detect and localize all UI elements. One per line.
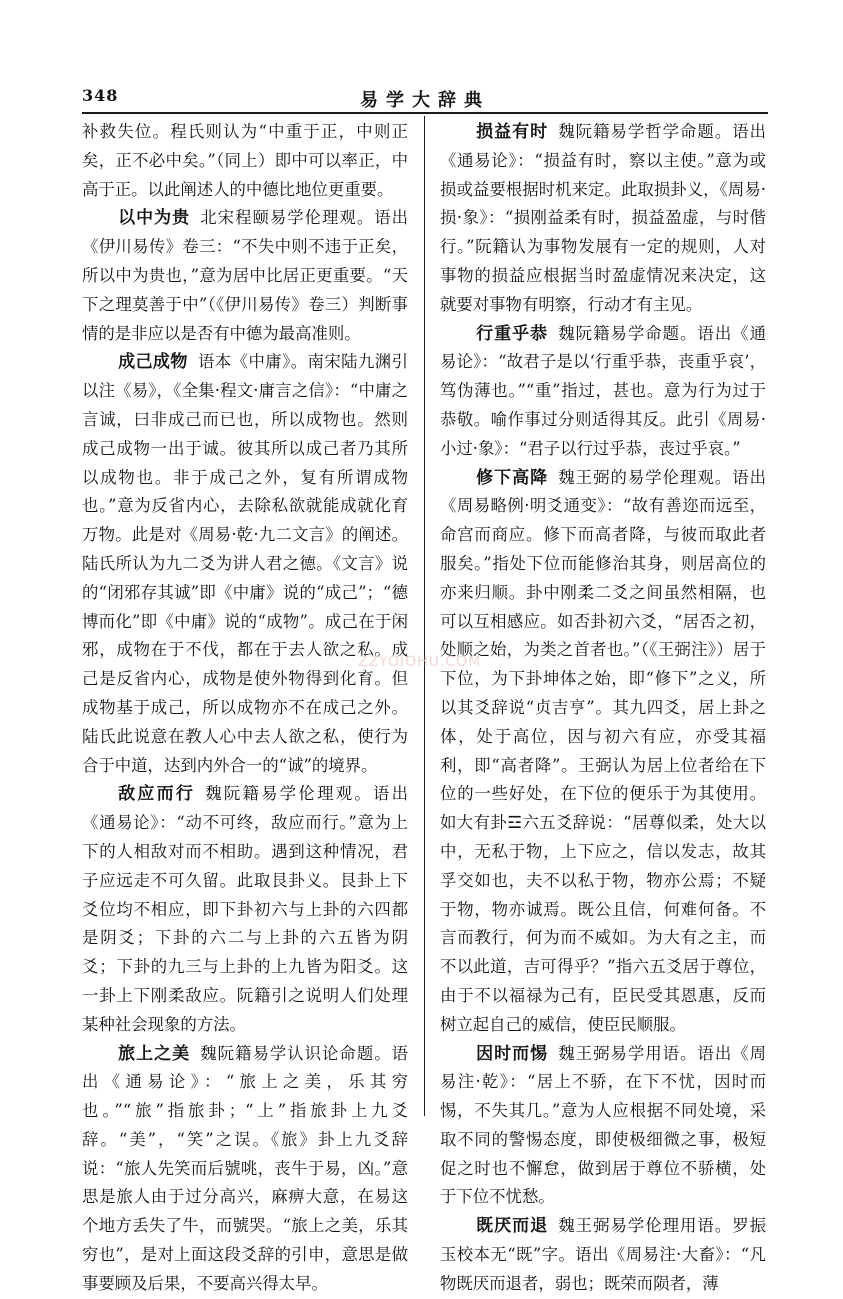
entry-definition: 语本《中庸》。南宋陆九渊引以注《易》，《全集·程文·庸言之信》：“中庸之言诚，曰非成己而已也，所以成物也。然则成己成物一出于诚。彼其所以成己者乃其所以成物也。非于成己之外，复有所谓成物也。”意为反省内心，去除私欲就能成就化育万物。此是对《周易·乾·九二文言》的阐述。陆氏所认为九二爻为讲人君之德。《文言》说的“闭邪存其诚”即《中庸》说的“成己”；“德博而化”即《中庸》说的“成物”。成己在于闲邪，成物在于不伐，都在于去人欲之私。成己是反省内心，成物是使外物得到化育。但成物基于成己，所以成物亦不在成己之外。陆氏此说意在教人心中去人欲之私，使行为合于中道，达到内外合一的“诚”的境界。 bbox=[82, 352, 408, 775]
entry-headword: 因时而惕 bbox=[476, 1043, 549, 1064]
entry-headword: 行重乎恭 bbox=[476, 323, 549, 344]
entry-continuation: 补救失位。程氏则认为“中重于正，中则正矣，正不必中矣。”（同上）即中可以率正，中高于正。以此阐述人的中德比地位更重要。 bbox=[82, 122, 408, 199]
entry-headword: 损益有时 bbox=[476, 122, 549, 142]
entry-definition: 北宋程颐易学伦理观。语出《伊川易传》卷三：“不失中则不违于正矣，所以中为贵也，”意为居中比居正更重要。“天下之理莫善于中”（《伊川易传》卷三）判断事情的是非应以是否有中德为最高准则。 bbox=[82, 208, 409, 343]
entry-headword: 旅上之美 bbox=[118, 1043, 191, 1064]
entry-lv-shang-zhi-mei bbox=[82, 1040, 408, 1299]
entry-di-ying-er-xing bbox=[82, 780, 408, 1039]
entry-headword: 以中为贵 bbox=[118, 208, 191, 229]
right-column bbox=[440, 118, 766, 1299]
entry-definition: 魏王弼的易学伦理观。语出《周易略例·明爻通变》：“故有善迩而远至，命宫而商应。修下而高者降，与彼而取此者服矣。”指处下位而能修治其身，则居高位的亦来归顺。卦中刚柔二爻之间虽然相隔，也可以互相感应。如否卦初六爻，“居否之初，处顺之始，为类之首者也。”（《王弼注》）居于下位，为下卦坤体之始，即“修下”之义，所以其爻辞说“贞吉亨”。其九四爻，居上卦之体，处于高位，因与初六有应，亦受其福利，即“高者降”。王弼认为居上位者给在下位的一些好处，在下位的便乐于为其使用。如大有卦☲六五爻辞说：“居尊似柔，处大以中，无私于物，上下应之，信以发志，故其孚交如也，夫不以私于物，物亦公焉；不疑于物，物亦诚焉。既公且信，何难何备。不言而教行，何为而不威如。为大有之主，而不以此道，吉可得乎？”指六五爻居于尊位，由于不以福禄为己有，臣民受其恩惠，反而树立起自己的威信，使臣民顺服。 bbox=[440, 467, 767, 1034]
entry-definition: 魏王弼易学伦理用语。罗振玉校本无“既”字。语出《周易注·大畜》：“凡物既厌而退者，弱也；既荣而陨者，薄 bbox=[440, 1216, 767, 1293]
page-header bbox=[82, 86, 768, 112]
page-number: 348 bbox=[82, 86, 119, 105]
entry-definition: 魏阮籍易学哲学命题。语出《通易论》：“损益有时，察以主使。”意为或损或益要根据时机来定。此取损卦义，《周易·损·象》：“损刚益柔有时，损益盈虚，与时偕行。”阮籍认为事物发展有一定的规则，人对事物的损益应根据当时盈虚情况来决定，这就要对事物有明察，行动才有主见。 bbox=[440, 122, 767, 314]
entry-definition: 魏王弼易学用语。语出《周易注·乾》：“居上不骄，在下不忧，因时而惕，不失其几。”意为人应根据不同处境，采取不同的警惕态度，即使极细微之事，极短促之时也不懈怠，做到居于尊位不骄横，处于下位不忧愁。 bbox=[440, 1043, 767, 1207]
entry-definition: 魏阮籍易学伦理观。语出《通易论》：“动不可终，敌应而行。”意为上下的人相敌对而不相助。遇到这种情况，君子应远走不可久留。此取艮卦义。艮卦上下爻位均不相应，即下卦初六与上卦的六四都是阴爻；下卦的六二与上卦的六五皆为阴爻；下卦的九三与上卦的上九皆为阳爻。这一卦上下刚柔敌应。阮籍引之说明人们处理某种社会现象的方法。 bbox=[82, 784, 409, 1034]
entry-headword: 修下高降 bbox=[476, 467, 549, 488]
entry-headword: 成己成物 bbox=[118, 352, 188, 373]
entry-xiu-xia-gao-jiang bbox=[440, 464, 766, 1040]
column-divider bbox=[424, 116, 425, 1116]
entry-headword: 敌应而行 bbox=[118, 784, 196, 805]
entry-headword: 既厌而退 bbox=[476, 1216, 549, 1237]
header-rule bbox=[82, 112, 768, 114]
entry-yin-shi-er-ti bbox=[440, 1040, 766, 1213]
entry-xing-zhong-hu-gong bbox=[440, 320, 766, 464]
watermark: ZZYOIOHU.COM bbox=[358, 654, 482, 670]
book-title: 易学大辞典 bbox=[360, 90, 490, 111]
entry-cheng-ji-cheng-wu bbox=[82, 348, 408, 780]
entry-ji-yan-er-tui bbox=[440, 1212, 766, 1298]
left-column bbox=[82, 118, 408, 1299]
entry-yi-zhong-wei-gui bbox=[82, 204, 408, 348]
entry-sun-yi-you-shi bbox=[440, 118, 766, 320]
entry-definition: 魏阮籍易学命题。语出《通易论》：“故君子是以‘行重乎恭，丧重乎哀’，笃伪薄也。”“重”指过，甚也。意为行为过于恭敬。喻作事过分则适得其反。此引《周易·小过·象》：“君子以行过乎恭，丧过乎哀。” bbox=[440, 323, 767, 458]
entry-definition: 魏阮籍易学认识论命题。语出《通易论》：“旅上之美，乐其穷也。”“旅”指旅卦；“上”指旅卦上九爻辞。“美”，“笑”之误。《旅》卦上九爻辞说：“旅人先笑而后號咷，丧牛于易，凶。”意思是旅人由于过分高兴，麻痹大意，在易这个地方丢失了牛，而號哭。“旅上之美，乐其穷也”，是对上面这段爻辞的引申，意思是做事要顾及后果，不要高兴得太早。 bbox=[82, 1043, 409, 1293]
